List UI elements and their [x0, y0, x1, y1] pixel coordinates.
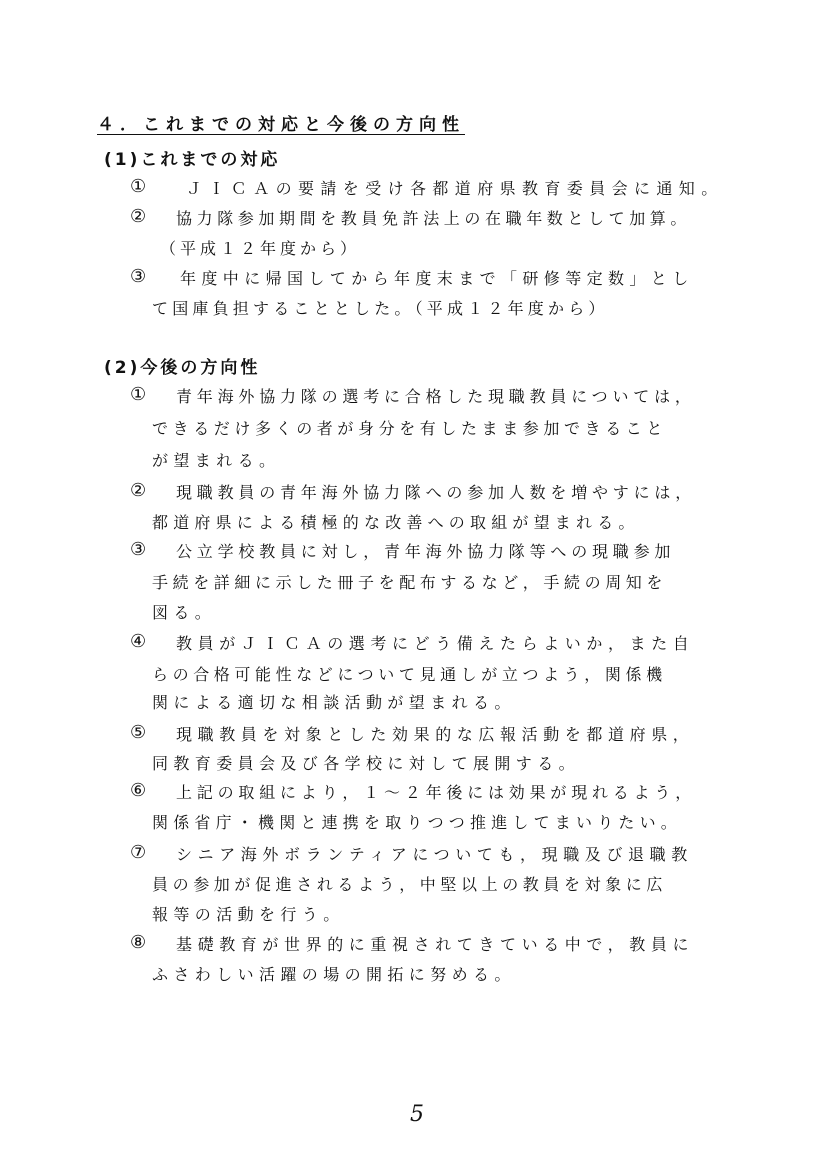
- item-text: 現職教員を対象とした効果的な広報活動を都道府県，: [176, 725, 695, 744]
- item-text: ふさわしい活躍の場の開拓に努める。: [152, 965, 516, 984]
- item-text: 基礎教育が世界的に重視されてきている中で，教員に: [176, 935, 695, 954]
- item-text: 公立学校教員に対し，青年海外協力隊等への現職参加: [176, 542, 676, 561]
- item-number: ①: [130, 176, 147, 197]
- section-heading: ４．これまでの対応と今後の方向性: [97, 115, 465, 135]
- item-text: 上記の取組により，１～２年後には効果が現れるよう，: [176, 783, 697, 802]
- item-text: シニア海外ボランティアについても，現職及び退職教: [176, 845, 693, 864]
- item-text: て国庫負担することとした。（平成１２年度から）: [152, 299, 609, 318]
- item-number: ④: [130, 631, 147, 652]
- item-number: ②: [130, 206, 147, 227]
- page-number: 5: [410, 1102, 424, 1127]
- item-text: 同教育委員会及び各学校に対して展開する。: [152, 754, 581, 773]
- item-text: 員の参加が促進されるよう，中堅以上の教員を対象に広: [152, 875, 668, 894]
- item-text: 年度中に帰国してから年度末まで「研修等定数」とし: [180, 269, 694, 288]
- item-number: ⑥: [130, 780, 147, 801]
- item-text: 都道府県による積極的な改善への取組が望まれる。: [152, 513, 640, 532]
- item-number: ⑦: [130, 842, 147, 863]
- item-text: 青年海外協力隊の選考に合格した現職教員については，: [176, 387, 696, 406]
- item-text: 協力隊参加期間を教員免許法上の在職年数として加算。: [176, 209, 692, 228]
- item-text: 報等の活動を行う。: [152, 905, 345, 924]
- item-number: ⑤: [130, 722, 147, 743]
- item-text: 現職教員の青年海外協力隊への参加人数を増やすには，: [176, 483, 697, 502]
- subheading-current-response: (1)これまでの対応: [104, 150, 281, 170]
- item-text: 図る。: [152, 603, 217, 622]
- item-number: ⑧: [130, 932, 147, 953]
- item-text: ＪＩＣＡの要請を受け各都道府県教育委員会に通知。: [186, 179, 724, 198]
- item-text: 教員がＪＩＣＡの選考にどう備えたらよいか，また自: [176, 634, 695, 653]
- item-text: らの合格可能性などについて見通しが立つよう，関係機: [152, 665, 667, 684]
- item-text: 手続を詳細に示した冊子を配布するなど，手続の周知を: [152, 573, 668, 592]
- item-number: ③: [130, 266, 147, 287]
- subheading-future-direction: (2)今後の方向性: [104, 358, 261, 378]
- item-text: が望まれる。: [152, 451, 281, 470]
- item-text: （平成１２年度から）: [160, 239, 361, 258]
- item-number: ②: [130, 480, 147, 501]
- item-text: 関による適切な相談活動が望まれる。: [152, 693, 516, 712]
- item-text: できるだけ多くの者が身分を有したまま参加できること: [152, 419, 668, 438]
- item-number: ③: [130, 539, 147, 560]
- item-text: 関係省庁・機関と連携を取りつつ推進してまいりたい。: [152, 813, 683, 832]
- item-number: ①: [130, 384, 147, 405]
